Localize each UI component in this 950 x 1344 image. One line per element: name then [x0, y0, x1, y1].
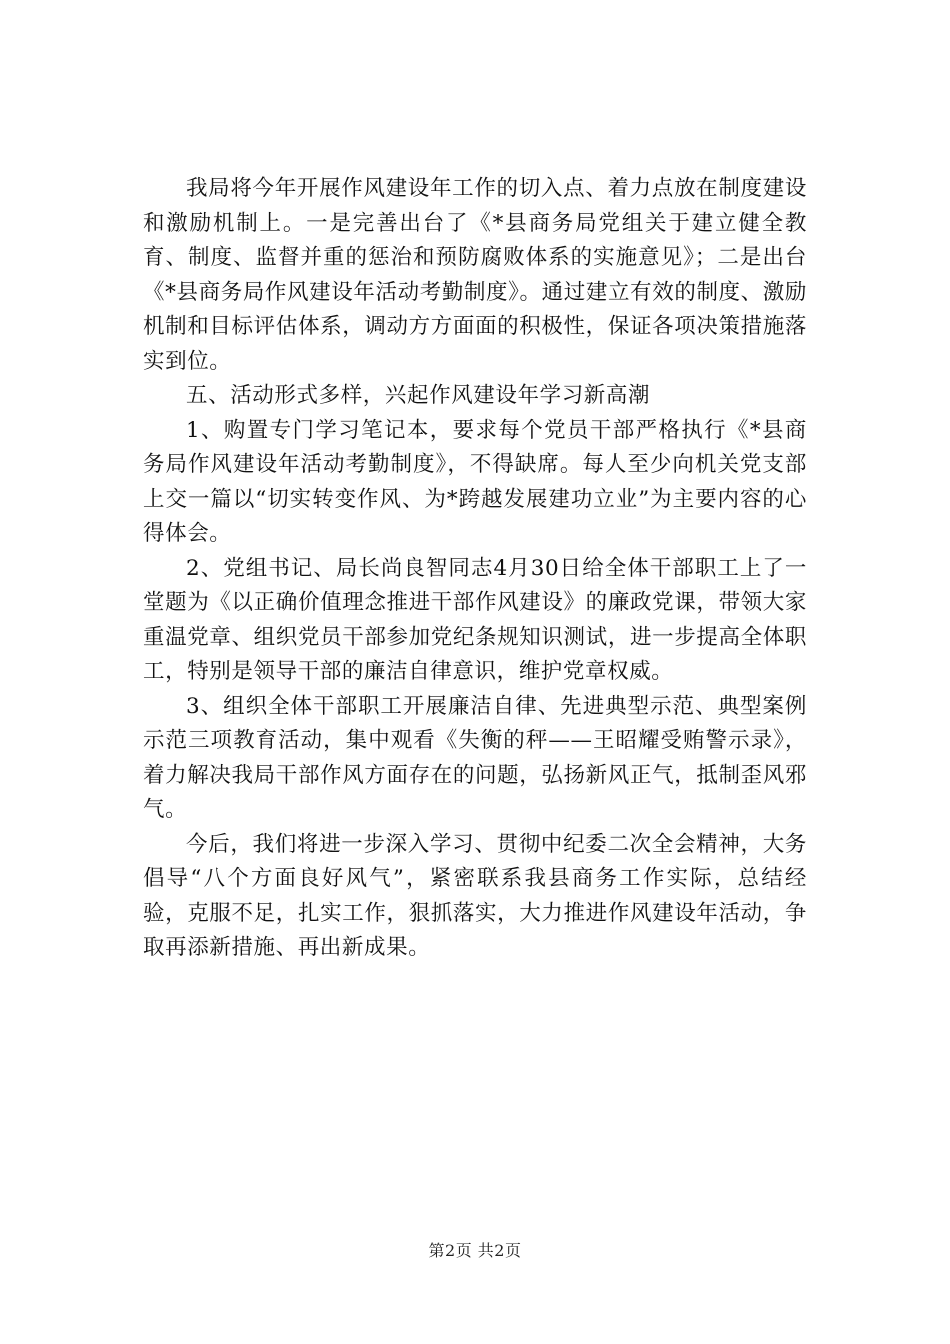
page-footer: 第2页 共2页: [428, 1241, 522, 1260]
section-heading-five: 五、活动形式多样，兴起作风建设年学习新高潮: [186, 383, 651, 408]
paragraph-item-1: 1、购置专门学习笔记本，要求每个党员干部严格执行《*县商务局作风建设年活动考勤制度》，不得缺席。每人至少向机关党支部上交一篇以“切实转变作风、为*跨越发展建功立业”为主要内容的心得体会。: [143, 417, 807, 546]
document-body: [143, 172, 807, 966]
paragraph-institution-building: 我局将今年开展作风建设年工作的切入点、着力点放在制度建设和激励机制上。一是完善出台了《*县商务局党组关于建立健全教育、制度、监督并重的惩治和预防腐败体系的实施意见》；二是出台《*县商务局作风建设年活动考勤制度》。通过建立有效的制度、激励机制和目标评估体系，调动方方面面的积极性，保证各项决策措施落实到位。: [143, 176, 807, 374]
paragraph-item-3: 3、组织全体干部职工开展廉洁自律、先进典型示范、典型案例示范三项教育活动，集中观看《失衡的秤——王昭耀受贿警示录》，着力解决我局干部作风方面存在的问题，弘扬新风正气，抵制歪风邪气。: [143, 693, 807, 822]
paragraph-conclusion: 今后，我们将进一步深入学习、贯彻中纪委二次全会精神，大务倡导“八个方面良好风气”，紧密联系我县商务工作实际，总结经验，克服不足，扎实工作，狠抓落实，大力推进作风建设年活动，争取再添新措施、再出新成果。: [143, 831, 807, 960]
paragraph-item-2: 2、党组书记、局长尚良智同志4月30日给全体干部职工上了一堂题为《以正确价值理念推进干部作风建设》的廉政党课，带领大家重温党章、组织党员干部参加党纪条规知识测试，进一步提高全体职工，特别是领导干部的廉洁自律意识，维护党章权威。: [143, 555, 807, 684]
